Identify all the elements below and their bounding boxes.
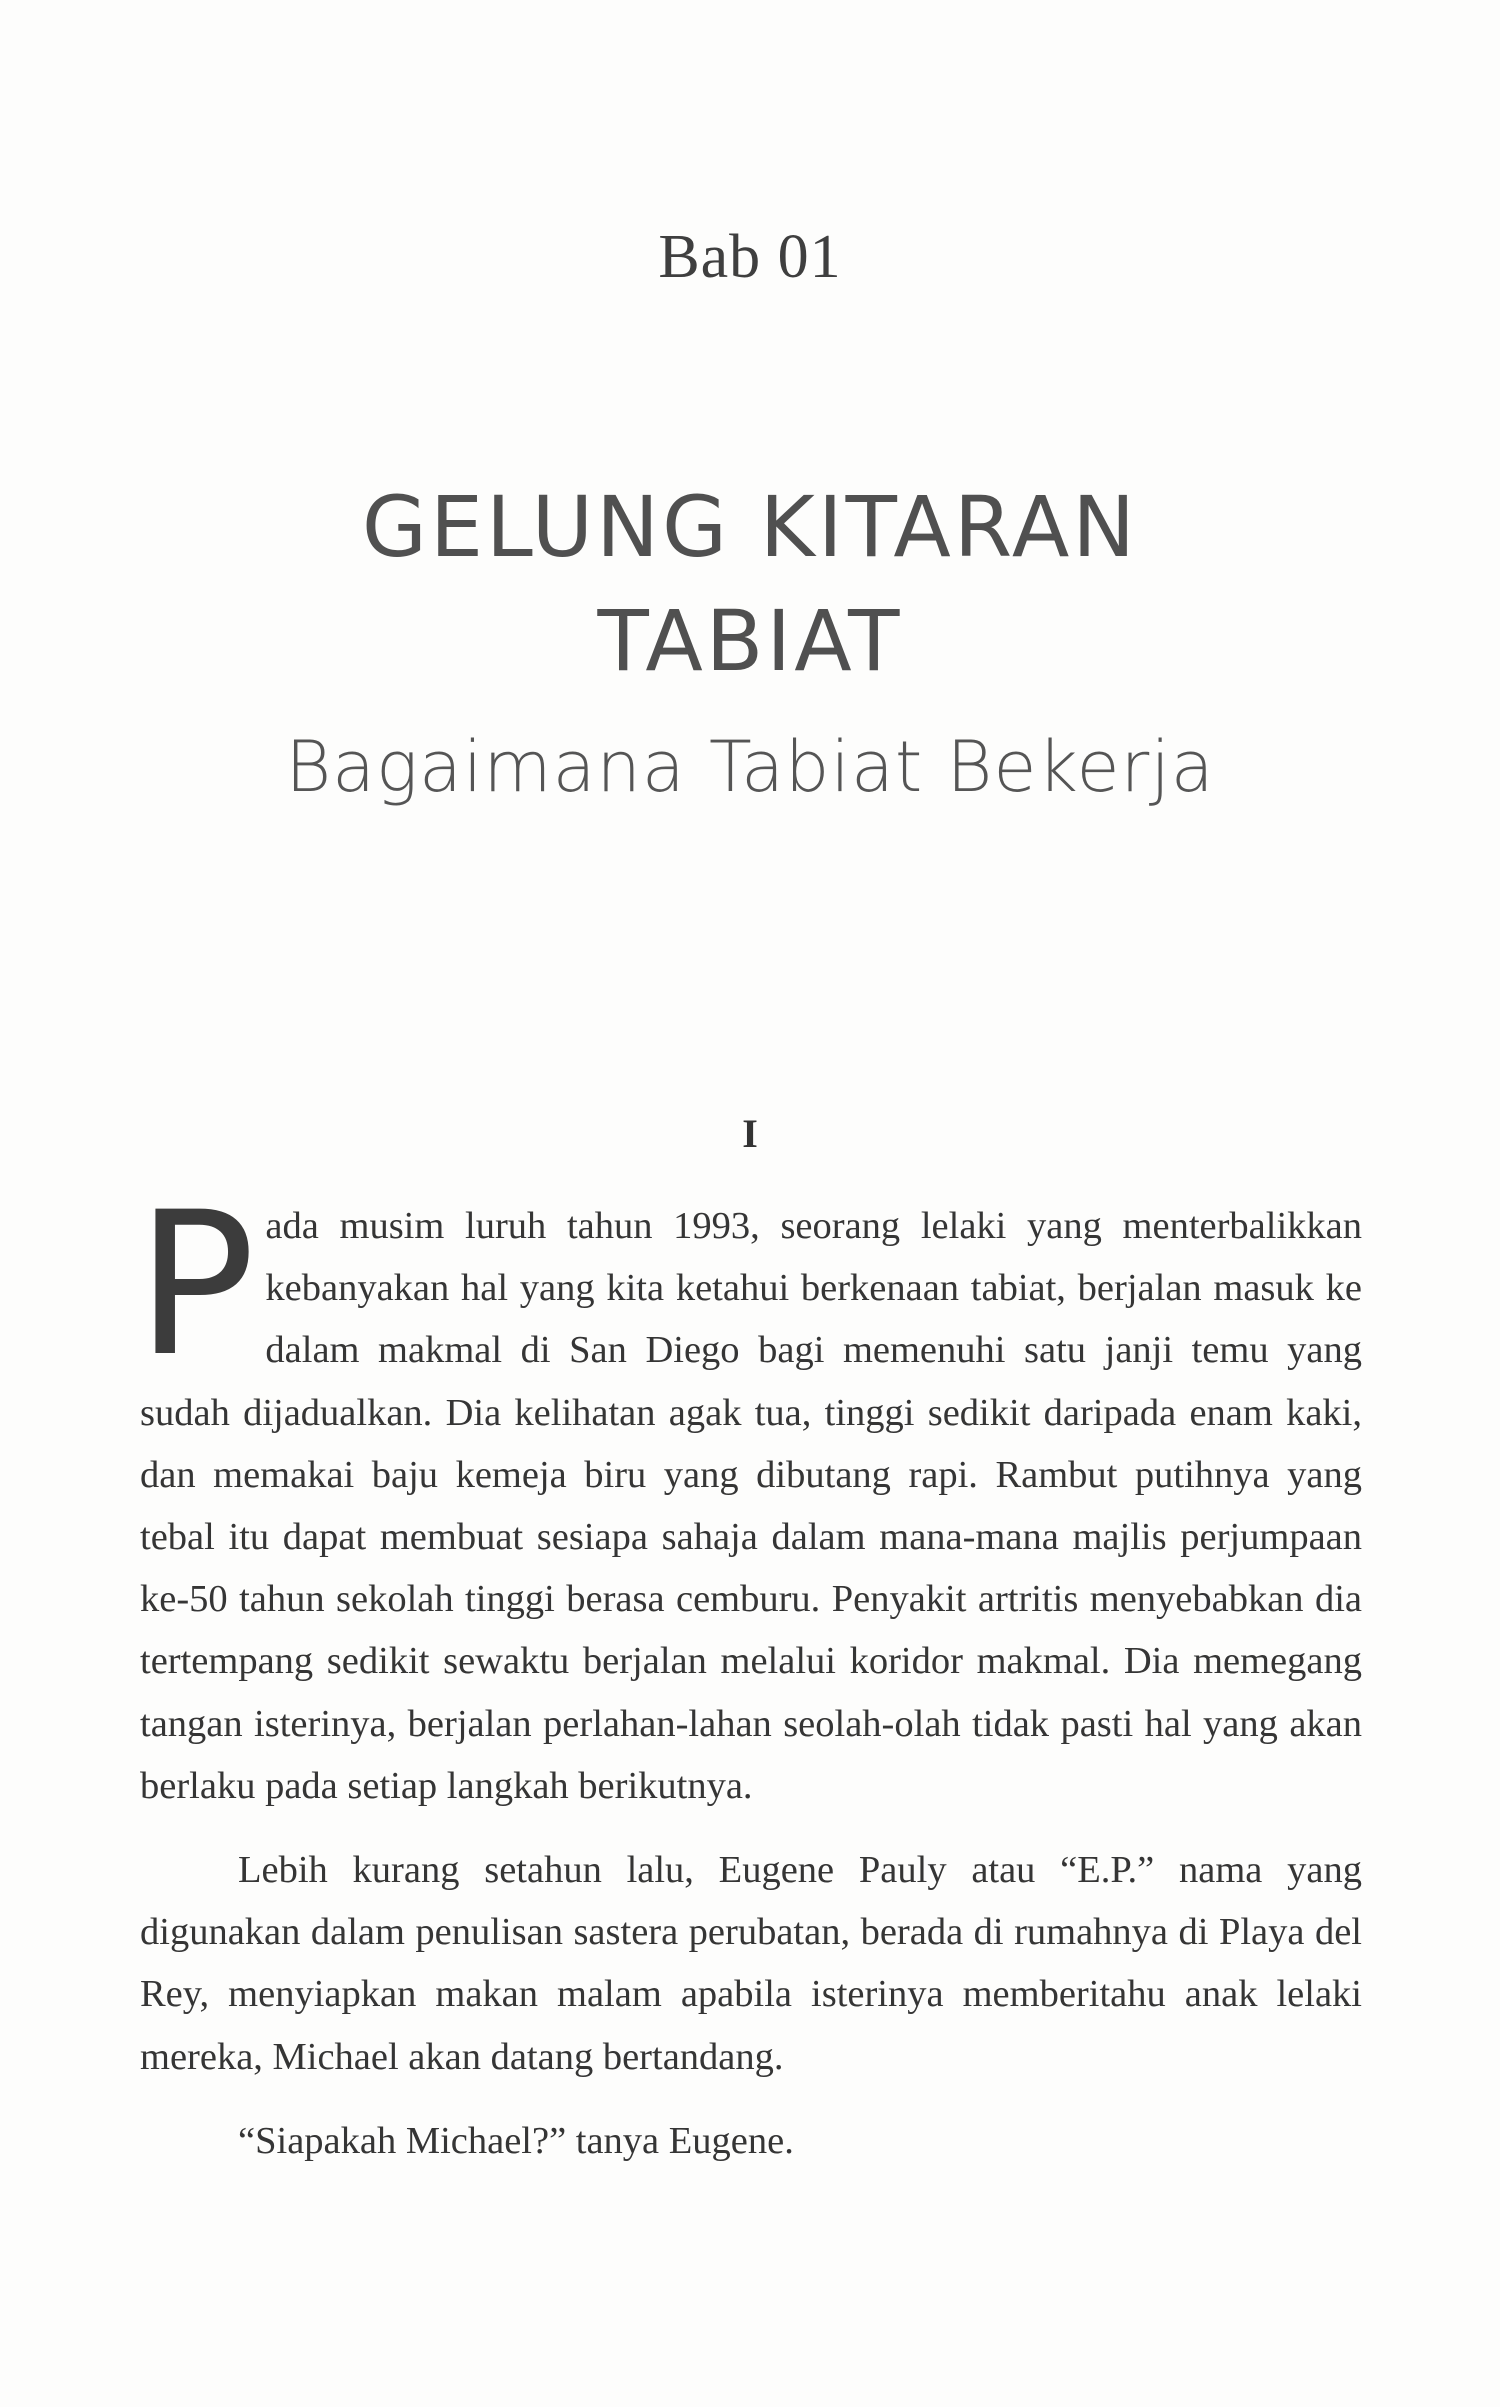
paragraph-1 (136, 1169, 1362, 1817)
chapter-subtitle: Bagaimana Tabiat Bekerja (285, 726, 1215, 808)
chapter-label: Bab 01 (658, 223, 842, 291)
paragraph-2: Lebih kurang setahun lalu, Eugene Pauly atau “E.P.” nama yang digunakan dalam penulisan sastera perubatan, berada di rumahnya di Playa del Rey, menyiapkan makan malam apabila isterinya memberitahu anak lelaki mereka, Michael akan datang bertandang. (140, 1849, 1362, 2078)
chapter-title-line-1: GELUNG KITARAN (361, 478, 1139, 576)
chapter-title-block (0, 470, 1500, 812)
paragraph-1-text: ada musim luruh tahun 1993, seorang lelaki yang menterbalikkan kebanyakan hal yang kita ketahui berkenaan tabiat, berjalan masuk ke dalam makmal di San Diego bagi memenuhi satu janji temu yang sudah dijadualkan. Dia kelihatan agak tua, tinggi sedikit daripada enam kaki, dan memakai baju kemeja biru yang dibutang rapi. Rambut putihnya yang tebal itu dapat membuat sesiapa sahaja dalam mana-mana majlis perjumpaan ke-50 tahun sekolah tinggi berasa cemburu. Penyakit artritis menyebabkan dia tertempang sedikit sewaktu berjalan melalui koridor makmal. Dia memegang tangan isterinya, berjalan perlahan-lahan seolah-olah tidak pasti hal yang akan berlaku pada setiap langkah berikutnya. (140, 1205, 1362, 1807)
drop-cap: P (136, 1169, 256, 1400)
body-text (136, 1169, 1362, 2172)
chapter-title-line-2: TABIAT (597, 592, 903, 690)
paragraph-3: “Siapakah Michael?” tanya Eugene. (238, 2119, 794, 2162)
section-numeral: I (742, 1111, 758, 1156)
